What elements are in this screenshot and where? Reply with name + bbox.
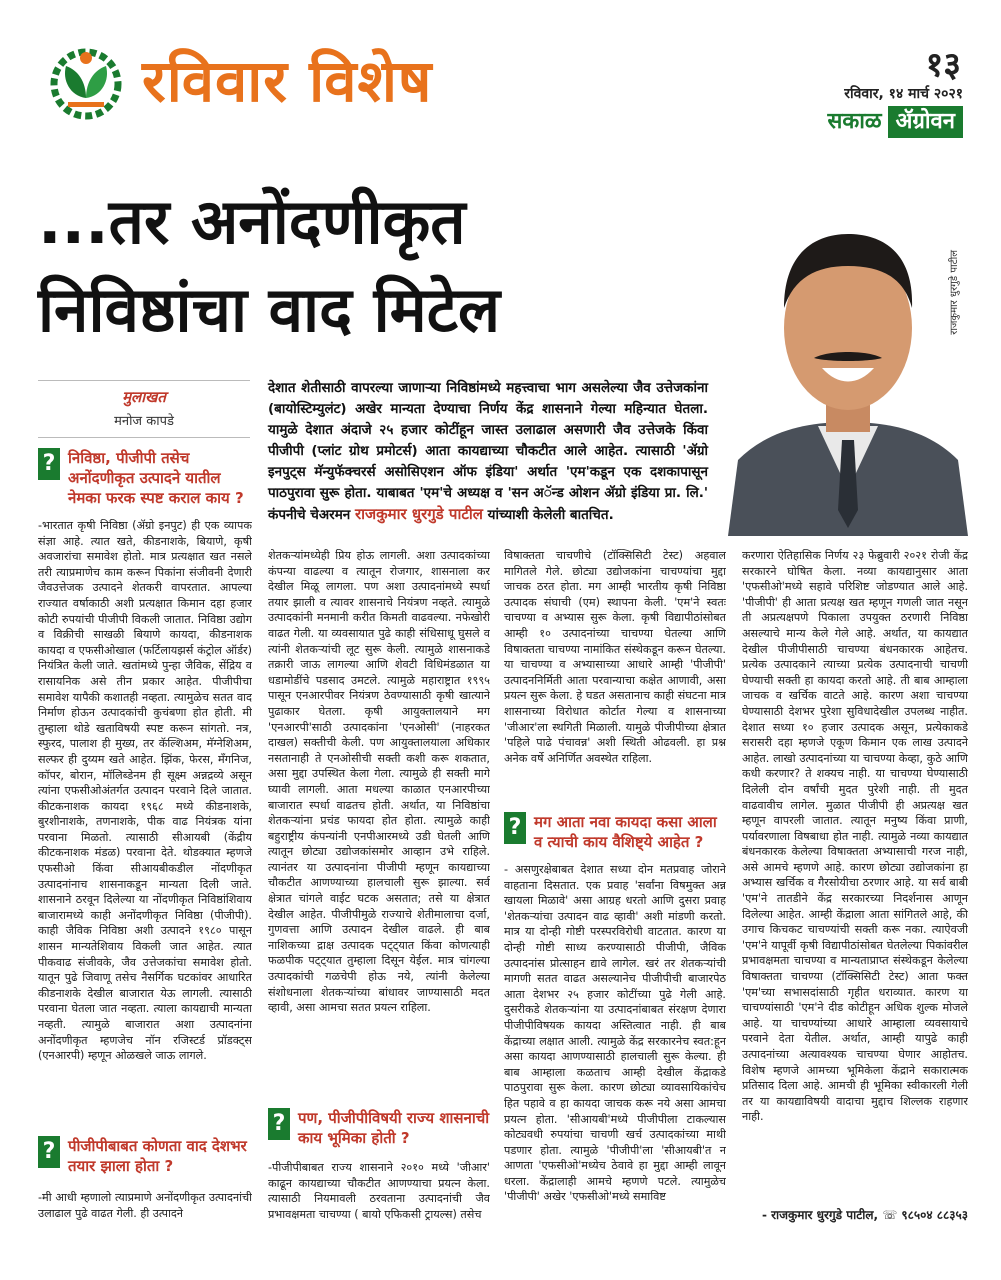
- question-mark-icon: ?: [268, 1108, 290, 1140]
- intro-body: देशात शेतीसाठी वापरल्या जाणाऱ्या निविष्ठांमध्ये महत्त्वाचा भाग असलेल्या जैव उत्तेजकांना (बायोस्टिम्युलंट) अखेर मान्यता देण्याचा निर्णय केंद्र शासनाने गेल्या महिन्यात घेतला. यामुळे देशात अंदाजे २५ हजार कोटींहून जास्त उलाढाल असणारी जैव उत्तेजके किंवा पीजीपी (प्लांट ग्रोथ प्रमोटर्स) आता कायद्याच्या चौकटीत आले आहेत. त्यासाठी 'ॲग्रो इनपुट्स मॅन्युफॅक्चरर्स असोसिएशन ऑफ इंडिया' अर्थात 'एम'कडून एक दशकापासून पाठपुरावा सुरू होता. याबाबत 'एम'चे अध्यक्ष व 'सन अॅन्ड ओशन ॲग्रो इंडिया प्रा. लि.' कंपनीचे चेअरमन: [268, 380, 708, 523]
- byline: [38, 380, 250, 438]
- question-2: [38, 1136, 252, 1176]
- byline-author: मनोज कापडे: [38, 411, 250, 438]
- column-1-answer: -भारतात कृषी निविष्ठा (ॲग्रो इनपुट) ही एक व्यापक संज्ञा आहे. त्यात खते, कीडनाशके, बियाणे, कृषी अवजारांचा समावेश होतो. मात्र प्रत्यक्षात खत नसले तरी त्याप्रमाणेच काम करून पिकांना संजीवनी देणारी जैवउत्तेजक उत्पादने शेतकरी वापरतात. आपल्या राज्यात वर्षाकाठी अशी प्रत्यक्षात किमान दहा हजार कोटी रुपयांची पीजीपी विकली जातात. निविष्ठा उद्योग व विक्रीची साखळी बियाणे कायदा, कीडनाशक कायदा व एफसीओखाल (फर्टिलायझर्स कंट्रोल ऑर्डर) नियंत्रित केली जाते. खतांमध्ये पुन्हा जैविक, सेंद्रिय व रासायनिक असे तीन प्रकार आहेत. पीजीपीचा समावेश यापैकी कशातही नव्हता. त्यामुळेच सतत वाद निर्माण होऊन उत्पादकांची कुचंबणा होत होती. मी तुम्हाला थोडे खताविषयी स्पष्ट करून सांगतो. नत्र, स्फुरद, पालाश ही मुख्य, तर कॅल्शिअम, मॅग्नेशिअम, सल्फर ही दुय्यम खते आहेत. झिंक, फेरस, मॅंगनिज, कॉपर, बोरान, मॉलिब्डेनम ही सूक्ष्म अन्नद्रव्ये असून त्यांना एफसीओअंतर्गत उत्पादन परवाने दिले जातात. कीटकनाशक कायदा १९६८ मध्ये कीडनाशके, बुरशीनाशके, तणनाशके, पीक वाढ नियंत्रक यांना परवाना मिळतो. त्यासाठी सीआयबी (केंद्रीय कीटकनाशक मंडळ) परवाना देते. थोडक्यात म्हणजे एफसीओ किंवा सीआयबीकडील नोंदणीकृत उत्पादनांनाच शासनाकडून मान्यता दिली जाते. शासनाने ठरवून दिलेल्या या नोंदणीकृत निविष्ठांशिवाय बाजारामध्ये काही अनोंदणीकृत निविष्ठा (पीजीपी). काही जैविक निविष्ठा अशी उत्पादने १९८० पासून शासन मान्यतेशिवाय विकली जात आहेत. त्यात पीकवाढ संजीवके, जैव उत्तेजकांचा समावेश होतो. यातून पुढे जिवाणू तसेच नैसर्गिक घटकांवर आधारित कीडनाशके देखील बाजारात येऊ लागली. त्यासाठी परवाना घेतला जात नव्हता. त्याला कायद्याची मान्यता नव्हती. त्यामुळे बाजारात अशा उत्पादनांना अनोंदणीकृत म्हणजेच नॉन रजिस्टर्ड प्रॉडक्ट्स (एनआरपी) म्हणून ओळखले जाऊ लागले.: [38, 519, 252, 1063]
- intro-tail: यांच्याशी केलेली बातचित.: [487, 507, 614, 523]
- question-mark-icon: ?: [504, 812, 526, 844]
- question-3-text: पण, पीजीपीविषयी राज्य शासनाची काय भूमिका होती ?: [298, 1109, 490, 1147]
- column-3-answer: विषाक्तता चाचणीचे (टॉक्सिसिटी टेस्ट) अहवाल मागितले गेले. छोट्या उद्योजकांना चाचण्यांचा मुद्दा जाचक ठरत होता. मग आम्ही भारतीय कृषी निविष्ठा उत्पादक संघाची (एम) स्थापना केली. 'एम'ने स्वतः चाचण्या व अभ्यास सुरू केला. कृषी विद्यापीठांसोबत आम्ही १० उत्पादनांच्या चाचण्या घेतल्या आणि विषाक्तता चाचण्या नामांकित संस्थेकडून करून घेतल्या. या चाचण्या व अभ्यासाच्या आधारे आम्ही 'पीजीपी' उत्पादननिर्मिती आता परवान्याचा कक्षेत आणावी, असा प्रयत्न सुरू केला. हे घडत असतानाच काही संघटना मात्र शासनाच्या विरोधात कोर्टात गेल्या व शासनाच्या 'जीआर'ला स्थगिती मिळाली. यामुळे पीजीपीच्या क्षेत्रात 'पहिले पाढे पंचावन्न' अशी स्थिती ओढवली. हा प्रश्न अनेक वर्षे अनिर्णित अवस्थेत राहिला.: [504, 549, 726, 765]
- question-mark-icon: ?: [38, 448, 60, 480]
- brand-masthead: [827, 106, 963, 138]
- headline-line1: ...तर अनोंदणीकृत: [38, 185, 466, 258]
- question-4-text: मग आता नवा कायदा कसा आला व त्याची काय वैशिष्ट्ये आहेत ?: [534, 813, 717, 851]
- column-1b-answer: -मी आधी म्हणालो त्याप्रमाणे अनोंदणीकृत उत्पादनांची उलाढाल पुढे वाढत गेली. ही उत्पादने: [38, 1191, 252, 1220]
- column-2-answer: शेतकऱ्यांमध्येही प्रिय होऊ लागली. अशा उत्पादकांच्या कंपन्या वाढल्या व त्यातून रोजगार, शासनाला कर देखील मिळू लागला. पण अशा उत्पादनांमध्ये स्पर्धा तयार झाली व त्यावर शासनाचे नियंत्रण नव्हते. त्यामुळे उत्पादकांनी मनमानी करीत किमती वाढवल्या. नफेखोरी वाढत गेली. या व्यवसायात पुढे काही संधिसाधू घुसले व त्यांनी शेतकऱ्यांची लूट सुरू केली. त्यामुळे शासनाकडे तक्रारी जाऊ लागल्या आणि शेवटी विधिमंडळात या धडामोडींचे पडसाद उमटले. त्यामुळे महाराष्ट्रात १९९५ पासून एनआरपीवर नियंत्रण ठेवण्यासाठी कृषी खात्याने पुढाकार घेतला. कृषी आयुक्तालयाने मग 'एनआरपी'साठी उत्पादकांना 'एनओसी' (नाहरकत दाखल) सक्तीची केली. पण आयुक्तालयाला अधिकार नसतानाही ते एनओसीची सक्ती कशी करू शकतात, असा मुद्दा उपस्थित केला गेला. त्यामुळे ही सक्ती मागे घ्यावी लागली. आता मधल्या काळात एनआरपीच्या बाजारात स्पर्धा वाढतच होती. अर्थात, या निविष्ठांचा शेतकऱ्यांना प्रचंड फायदा होत होता. त्यामुळे काही बहुराष्ट्रीय कंपन्यांनी एनपीआरमध्ये उडी घेतली आणि त्यातून छोट्या उद्योजकांसमोर आव्हान उभे राहिले. त्यानंतर या उत्पादनांना पीजीपी म्हणून कायद्याच्या चौकटीत आणण्याच्या हालचाली सुरू झाल्या. सर्व क्षेत्रात चांगले वाईट घटक असतात; तसे या क्षेत्रात देखील आहेत. पीजीपीमुळे राज्याचे शेतीमालाचा दर्जा, गुणवत्ता आणि उत्पादन देखील वाढले. ही बाब नाशिकच्या द्राक्ष उत्पादक पट्ट्यात किंवा कोणत्याही फळपीक पट्ट्यात तुम्हाला दिसून येईल. मात्र चांगल्या उत्पादकांची गळचेपी होऊ नये, त्यांनी केलेल्या संशोधनाला शेतकऱ्यांच्या बांधावर जाण्यासाठी मदत व्हावी, असा आमचा सतत प्रयत्न राहिला.: [268, 549, 490, 1015]
- brand-sakal: सकाळ: [827, 109, 882, 134]
- intro-interviewee-name: राजकुमार धुरगुडे पाटील: [354, 505, 483, 523]
- section-title: रविवार विशेष: [142, 47, 433, 115]
- question-1-text: निविष्ठा, पीजीपी तसेच अनोंदणीकृत उत्पादने यातील नेमका फरक स्पष्ट कराल काय ?: [68, 449, 244, 507]
- issue-date: रविवार, १४ मार्च २०२१: [844, 86, 963, 102]
- leaf-left: [65, 66, 86, 98]
- brand-agrowon: ॲग्रोवन: [888, 106, 963, 138]
- signature: - राजकुमार धुरगुडे पाटील, ☏ ९८५०४ ८८३५३: [761, 1208, 968, 1222]
- photo-credit: राजकुमार धुरगुडे पाटील: [949, 250, 960, 335]
- sun-dot: [80, 52, 92, 64]
- question-3: [268, 1108, 490, 1148]
- question-mark-icon: ?: [38, 1136, 60, 1168]
- headline: [38, 178, 718, 354]
- field-bar: [68, 102, 104, 107]
- page-number: १३: [925, 45, 961, 85]
- interviewee-photo: [728, 190, 968, 536]
- agrowon-logo: [46, 40, 126, 120]
- question-4: [504, 812, 726, 852]
- byline-label: मुलाखत: [38, 380, 250, 407]
- headline-line2: निविष्ठांचा वाद मिटेल: [38, 273, 501, 346]
- column-4-answer: करणारा ऐतिहासिक निर्णय २३ फेब्रुवारी २०२१ रोजी केंद्र सरकारने घोषित केला. नव्या कायद्यानुसार आता 'एफसीओ'मध्ये सहावे परिशिष्ट जोडण्यात आले आहे. 'पीजीपी' ही आता प्रत्यक्ष खत म्हणून गणली जात नसून ती अप्रत्यक्षपणे पिकाला उपयुक्त ठरणारी निविष्ठा असल्याचे मान्य केले गेले आहे. अर्थात, या कायद्यात देखील पीजीपीसाठी चाचण्या बंधनकारक आहेतच. प्रत्येक उत्पादकाने त्याच्या प्रत्येक उत्पादनाची चाचणी घेण्याची सक्ती हा कायदा करतो आहे. ती बाब आम्हाला जाचक व खर्चिक वाटते आहे. कारण अशा चाचण्या घेण्यासाठी देशभर पुरेशा सुविधादेखील उपलब्ध नाहीत. देशात सध्या १० हजार उत्पादक असून, प्रत्येकाकडे सरासरी दहा म्हणजे एकूण किमान एक लाख उत्पादने आहेत. लाखो उत्पादनांच्या या चाचण्या केव्हा, कुठे आणि कधी करणार? ते शक्यच नाही. या चाचण्या घेण्यासाठी दिलेली दोन वर्षांची मुदत पुरेशी नाही. ती मुदत वाढवावीच लागेल. मुळात पीजीपी ही अप्रत्यक्ष खत म्हणून वापरली जातात. त्यातून मनुष्य किंवा प्राणी, पर्यावरणाला विषबाधा होत नाही. त्यामुळे नव्या कायद्यात बंधनकारक केलेल्या विषाक्तता अभ्यासाची गरज नाही, असे आमचे म्हणणे आहे. कारण छोट्या उद्योजकांना हा अभ्यास खर्चिक व गैरसोयीचा ठरणार आहे. या सर्व बाबी 'एम'ने तातडीने केंद्र सरकारच्या निदर्शनास आणून दिलेल्या आहेत. आम्ही केंद्राला आता सांगितले आहे, की उगाच किचकट चाचण्यांची सक्ती करू नका. त्याऐवजी 'एम'ने यापूर्वी कृषी विद्यापीठांसोबत घेतलेल्या पिकांवरील प्रभावक्षमता चाचण्या व मान्यताप्राप्त संस्थेकडून केलेल्या विषाक्तता चाचण्या (टॉक्सिसिटी टेस्ट) आता फक्त 'एम'च्या सभासदांसाठी गृहीत धराव्यात. कारण या चाचण्यांसाठी 'एम'ने दीड कोटीहून अधिक शुल्क मोजले आहे. या चाचण्यांच्या आधारे आम्हाला व्यवसायाचे परवाने देता येतील. अर्थात, आम्ही यापुढे काही उत्पादनांच्या अत्यावश्यक चाचण्या घेणार आहोतच. विशेष म्हणजे आमच्या भूमिकेला केंद्राने सकारात्मक प्रतिसाद दिला आहे. आमची ही भूमिका स्वीकारली गेली तर या कायद्याविषयी वादाचा मुद्दाच शिल्लक राहणार नाही.: [742, 549, 968, 1124]
- leaf-right: [86, 66, 107, 98]
- column-3b-answer: - असणुरक्षेबाबत देशात सध्या दोन मतप्रवाह जोराने वाहताना दिसतात. एक प्रवाह 'सर्वांना विषमुक्त अन्न खायला मिळावे' असा आग्रह धरतो आणि दुसरा प्रवाह 'शेतकऱ्यांचा उत्पादन वाढ व्हावी' अशी मांडणी करतो. मात्र या दोन्ही गोष्टी परस्परविरोधी वाटतात. कारण या दोन्ही गोष्टी साध्य करण्यासाठी पीजीपी, जैविक उत्पादनांस प्रोत्साहन द्यावे लागेल. खरं तर शेतकऱ्यांची मागणी सतत वाढत असल्यानेच पीजीपीची बाजारपेठ आता देशभर २५ हजार कोटींच्या पुढे गेली आहे. दुसरीकडे शेतकऱ्यांना या उत्पादनांबाबत संरक्षण देणारा पीजीपीविषयक कायदा अस्तित्वात नाही. ही बाब केंद्राच्या लक्षात आली. त्यामुळे केंद्र सरकारनेच स्वत:हून असा कायदा आणण्यासाठी हालचाली सुरू केल्या. ही बाब आम्हाला कळताच आम्ही देखील केंद्राकडे पाठपुरावा सुरू केला. कारण छोट्या व्यावसायिकांचेच हित पहावे व हा कायदा जाचक करू नये असा आमचा प्रयत्न होता. 'सीआयबी'मध्ये पीजीपीला टाकल्यास कोट्यवधी रुपयांचा चाचणी खर्च उत्पादकांच्या माथी पडणार होता. त्यामुळे 'पीजीपी'ला 'सीआयबी'त न आणता 'एफसीओ'मध्येच ठेवावे हा मुद्दा आम्ही लावून धरला. केंद्रालाही आमचे म्हणणे पटले. त्यामुळेच 'पीजीपी' अखेर 'एफसीओ'मध्ये समाविष्ट: [504, 863, 726, 1204]
- column-2b-answer: -पीजीपीबाबत राज्य शासनाने २०१० मध्ये 'जीआर' काढून कायद्याच्या चौकटीत आणण्याचा प्रयत्न केला. त्यासाठी नियमावली ठरवताना उत्पादनांची जैव प्रभावक्षमता चाचण्या ( बायो एफिकसी ट्रायल्स) तसेच: [268, 1161, 490, 1221]
- question-2-text: पीजीपीबाबत कोणता वाद देशभर तयार झाला होता ?: [68, 1137, 247, 1175]
- intro-paragraph: [268, 378, 708, 526]
- question-1: [38, 448, 252, 508]
